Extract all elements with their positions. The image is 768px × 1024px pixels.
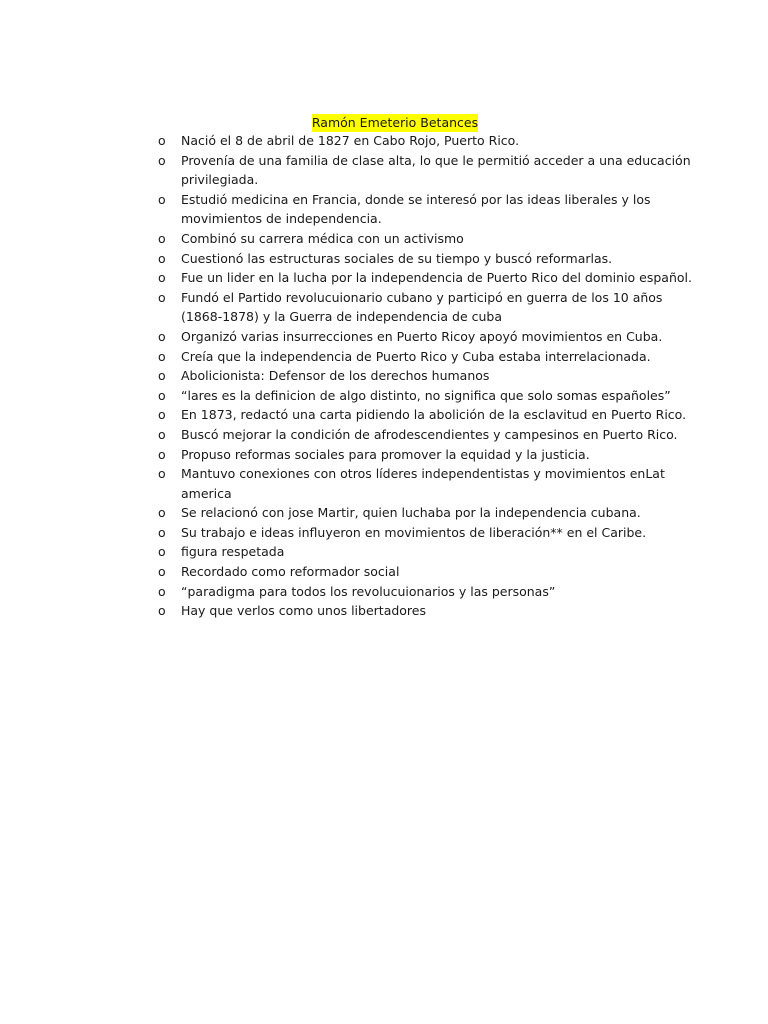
list-item-text: “paradigma para todos los revolucuionarios y las personas” — [181, 583, 556, 599]
bullet-marker: o — [158, 152, 166, 168]
list-item — [155, 601, 695, 621]
list-item-text: Buscó mejorar la condición de afrodescendientes y campesinos en Puerto Rico. — [181, 426, 678, 442]
list-item — [155, 347, 695, 367]
list-item-text: Hay que verlos como unos libertadores — [181, 603, 427, 619]
bullet-marker: o — [158, 250, 166, 266]
list-item-text: Mantuvo conexiones con otros líderes independentistas y movimientos enLat america — [181, 466, 665, 501]
list-item-text: Creía que la independencia de Puerto Rico y Cuba estaba interrelacionada. — [181, 348, 651, 364]
list-item — [155, 190, 695, 229]
list-item-text: Se relacionó con jose Martir, quien luchaba por la independencia cubana. — [181, 505, 641, 521]
bullet-marker: o — [158, 446, 166, 462]
bullet-marker: o — [158, 348, 166, 364]
list-item-text: “lares es la definicion de algo distinto, no significa que solo somas españoles” — [181, 387, 671, 403]
list-item-text: Abolicionista: Defensor de los derechos humanos — [181, 368, 490, 384]
list-item — [155, 503, 695, 523]
list-item-text: figura respetada — [181, 544, 285, 560]
bullet-marker: o — [158, 426, 166, 442]
list-item-text: Provenía de una familia de clase alta, lo que le permitió acceder a una educación privilegiada. — [181, 152, 691, 188]
bullet-marker: o — [158, 407, 166, 423]
bullet-marker: o — [158, 466, 166, 482]
list-item-text: Organizó varias insurrecciones en Puerto Ricoy apoyó movimientos en Cuba. — [181, 328, 663, 344]
list-item — [155, 131, 695, 151]
bullet-marker: o — [158, 191, 166, 207]
bullet-marker: o — [158, 564, 166, 580]
bullet-marker: o — [158, 387, 166, 403]
list-item-text: Estudió medicina en Francia, donde se interesó por las ideas liberales y los movimientos de independencia. — [181, 191, 651, 227]
list-item — [155, 405, 695, 425]
bullet-marker: o — [158, 505, 166, 521]
bullet-marker: o — [158, 583, 166, 599]
list-item — [155, 288, 695, 327]
list-item-text: En 1873, redactó una carta pidiendo la abolición de la esclavitud en Puerto Rico. — [181, 407, 687, 423]
list-item — [155, 386, 695, 406]
list-item — [155, 229, 695, 249]
list-item-text: Nació el 8 de abril de 1827 en Cabo Rojo, Puerto Rico. — [181, 133, 520, 148]
list-item — [155, 445, 695, 465]
bullet-list — [155, 131, 695, 621]
list-item — [155, 523, 695, 543]
list-item-text: Combinó su carrera médica con un activismo — [181, 230, 464, 246]
document-title: Ramón Emeterio Betances — [311, 115, 479, 130]
list-item — [155, 464, 695, 503]
list-item-text: Su trabajo e ideas influyeron en movimientos de liberación** en el Caribe. — [181, 524, 647, 540]
bullet-marker: o — [158, 328, 166, 344]
list-item — [155, 249, 695, 269]
list-item-text: Recordado como reformador social — [181, 564, 400, 580]
bullet-marker: o — [158, 368, 166, 384]
list-item-text: Cuestionó las estructuras sociales de su tiempo y buscó reformarlas. — [181, 250, 613, 266]
bullet-marker: o — [158, 270, 166, 286]
bullet-marker: o — [158, 133, 166, 148]
bullet-marker: o — [158, 289, 166, 305]
list-item — [155, 542, 695, 562]
bullet-marker: o — [158, 603, 166, 619]
list-item-text: Fundó el Partido revolucuionario cubano y participó en guerra de los 10 años (1868-1878) y la Guerra de independencia de cuba — [181, 289, 663, 325]
list-item-text: Propuso reformas sociales para promover la equidad y la justicia. — [181, 446, 590, 462]
bullet-marker: o — [158, 230, 166, 246]
bullet-marker: o — [158, 524, 166, 540]
list-item — [155, 562, 695, 582]
list-item-text: Fue un lider en la lucha por la independencia de Puerto Rico del dominio español. — [181, 270, 692, 286]
list-item — [155, 151, 695, 190]
list-item — [155, 327, 695, 347]
list-item — [155, 366, 695, 386]
bullet-marker: o — [158, 544, 166, 560]
list-item — [155, 582, 695, 602]
list-item — [155, 425, 695, 445]
list-item — [155, 268, 695, 288]
title-line — [0, 112, 768, 132]
